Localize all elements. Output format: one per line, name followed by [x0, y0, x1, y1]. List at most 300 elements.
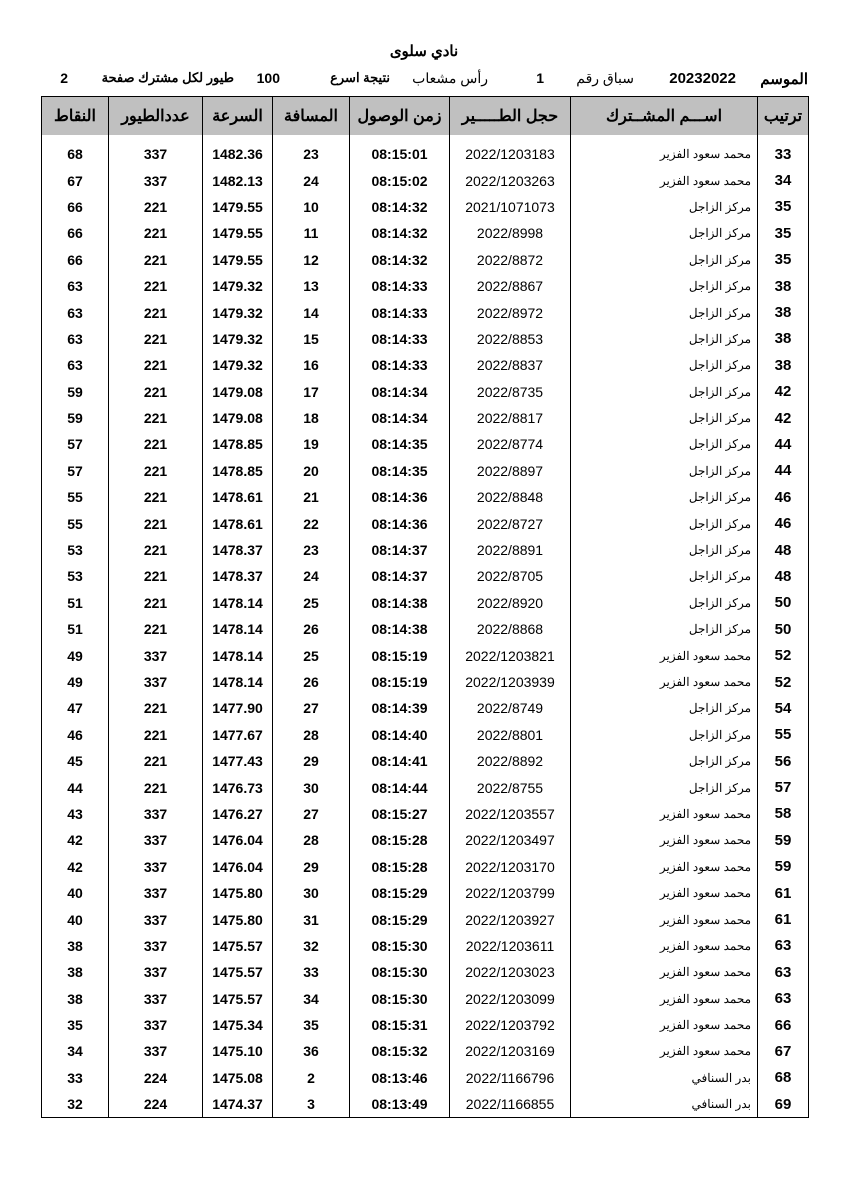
arrival-cell: 08:15:27	[350, 801, 450, 827]
birds-cell: 221	[109, 510, 203, 536]
arrival-cell: 08:13:46	[350, 1065, 450, 1091]
points-cell: 63	[42, 326, 109, 352]
birds-cell: 221	[109, 484, 203, 510]
distance-cell: 18	[273, 405, 350, 431]
speed-cell: 1475.57	[203, 933, 273, 959]
birds-cell: 221	[109, 695, 203, 721]
table-row	[42, 563, 809, 589]
col-header-distance: المسافة	[273, 97, 350, 136]
birds-cell: 221	[109, 590, 203, 616]
rank-cell: 50	[758, 590, 809, 616]
arrival-cell: 08:15:30	[350, 959, 450, 985]
points-cell: 32	[42, 1091, 109, 1118]
table-row	[42, 1091, 809, 1118]
race-label: سباق رقم	[576, 70, 634, 86]
arrival-cell: 08:14:33	[350, 352, 450, 378]
rank-cell: 61	[758, 880, 809, 906]
distance-cell: 11	[273, 220, 350, 246]
arrival-cell: 08:14:32	[350, 247, 450, 273]
points-cell: 45	[42, 748, 109, 774]
table-row	[42, 458, 809, 484]
ring-cell: 2022/1166855	[450, 1091, 571, 1118]
name-cell: مركز الزاجل	[571, 379, 758, 405]
distance-cell: 30	[273, 774, 350, 800]
birds-cell: 221	[109, 273, 203, 299]
arrival-cell: 08:15:02	[350, 167, 450, 193]
speed-cell: 1476.04	[203, 854, 273, 880]
rank-cell: 44	[758, 431, 809, 457]
ring-cell: 2022/8774	[450, 431, 571, 457]
ring-cell: 2022/8872	[450, 247, 571, 273]
ring-cell: 2022/1203170	[450, 854, 571, 880]
speed-cell: 1479.32	[203, 299, 273, 325]
name-cell: محمد سعود الفزير	[571, 1038, 758, 1064]
name-cell: مركز الزاجل	[571, 431, 758, 457]
rank-cell: 46	[758, 484, 809, 510]
arrival-cell: 08:15:29	[350, 880, 450, 906]
arrival-cell: 08:14:32	[350, 220, 450, 246]
rank-cell: 54	[758, 695, 809, 721]
ring-cell: 2022/8801	[450, 722, 571, 748]
birds-cell: 337	[109, 1012, 203, 1038]
distance-cell: 36	[273, 1038, 350, 1064]
distance-cell: 19	[273, 431, 350, 457]
rank-cell: 35	[758, 220, 809, 246]
results-table	[41, 96, 809, 1118]
arrival-cell: 08:14:39	[350, 695, 450, 721]
ring-cell: 2022/8817	[450, 405, 571, 431]
table-row	[42, 299, 809, 325]
birds-cell: 337	[109, 986, 203, 1012]
race-number: 1	[536, 70, 544, 86]
ring-cell: 2022/8853	[450, 326, 571, 352]
points-cell: 55	[42, 510, 109, 536]
points-cell: 55	[42, 484, 109, 510]
birds-cell: 221	[109, 774, 203, 800]
arrival-cell: 08:14:34	[350, 379, 450, 405]
col-header-points: النقاط	[42, 97, 109, 136]
name-cell: مركز الزاجل	[571, 748, 758, 774]
name-cell: مركز الزاجل	[571, 405, 758, 431]
rank-cell: 69	[758, 1091, 809, 1118]
points-cell: 49	[42, 669, 109, 695]
birds-cell: 221	[109, 379, 203, 405]
points-cell: 53	[42, 563, 109, 589]
speed-cell: 1479.32	[203, 273, 273, 299]
ring-cell: 2022/1203799	[450, 880, 571, 906]
distance-cell: 23	[273, 135, 350, 167]
speed-cell: 1478.14	[203, 590, 273, 616]
rank-cell: 38	[758, 299, 809, 325]
rank-cell: 42	[758, 405, 809, 431]
points-cell: 40	[42, 906, 109, 932]
birds-cell: 221	[109, 431, 203, 457]
ring-cell: 2022/1203821	[450, 642, 571, 668]
table-row	[42, 1012, 809, 1038]
speed-cell: 1482.36	[203, 135, 273, 167]
points-cell: 68	[42, 135, 109, 167]
table-row	[42, 986, 809, 1012]
table-row	[42, 642, 809, 668]
arrival-cell: 08:14:36	[350, 510, 450, 536]
name-cell: بدر السنافي	[571, 1065, 758, 1091]
rank-cell: 38	[758, 273, 809, 299]
points-cell: 43	[42, 801, 109, 827]
arrival-cell: 08:14:33	[350, 273, 450, 299]
ring-cell: 2022/8848	[450, 484, 571, 510]
table-row	[42, 827, 809, 853]
rank-cell: 63	[758, 986, 809, 1012]
speed-cell: 1479.55	[203, 247, 273, 273]
ring-cell: 2022/1203939	[450, 669, 571, 695]
name-cell: مركز الزاجل	[571, 247, 758, 273]
distance-cell: 24	[273, 167, 350, 193]
birds-cell: 337	[109, 906, 203, 932]
table-row	[42, 484, 809, 510]
birds-cell: 221	[109, 194, 203, 220]
speed-cell: 1475.08	[203, 1065, 273, 1091]
speed-cell: 1478.61	[203, 484, 273, 510]
rank-cell: 38	[758, 352, 809, 378]
table-row	[42, 669, 809, 695]
points-cell: 34	[42, 1038, 109, 1064]
ring-cell: 2022/1203927	[450, 906, 571, 932]
name-cell: محمد سعود الفزير	[571, 854, 758, 880]
name-cell: مركز الزاجل	[571, 326, 758, 352]
distance-cell: 14	[273, 299, 350, 325]
distance-cell: 12	[273, 247, 350, 273]
name-cell: مركز الزاجل	[571, 774, 758, 800]
distance-cell: 33	[273, 959, 350, 985]
birds-cell: 337	[109, 135, 203, 167]
ring-cell: 2022/8837	[450, 352, 571, 378]
distance-cell: 10	[273, 194, 350, 220]
result-label: نتيجة اسرع	[330, 70, 390, 85]
name-cell: مركز الزاجل	[571, 590, 758, 616]
distance-cell: 26	[273, 669, 350, 695]
rank-cell: 56	[758, 748, 809, 774]
arrival-cell: 08:15:28	[350, 827, 450, 853]
birds-cell: 221	[109, 563, 203, 589]
speed-cell: 1478.14	[203, 669, 273, 695]
table-row	[42, 906, 809, 932]
table-row	[42, 431, 809, 457]
col-header-name: اســـم المشــترك	[571, 97, 758, 136]
name-cell: محمد سعود الفزير	[571, 827, 758, 853]
name-cell: محمد سعود الفزير	[571, 933, 758, 959]
table-row	[42, 194, 809, 220]
name-cell: محمد سعود الفزير	[571, 986, 758, 1012]
ring-cell: 2021/1071073	[450, 194, 571, 220]
points-cell: 42	[42, 827, 109, 853]
col-header-speed: السرعة	[203, 97, 273, 136]
speed-cell: 1475.34	[203, 1012, 273, 1038]
arrival-cell: 08:14:37	[350, 537, 450, 563]
speed-cell: 1479.08	[203, 379, 273, 405]
rank-cell: 33	[758, 135, 809, 167]
ring-cell: 2022/1203263	[450, 167, 571, 193]
arrival-cell: 08:15:01	[350, 135, 450, 167]
distance-cell: 25	[273, 590, 350, 616]
distance-cell: 21	[273, 484, 350, 510]
birds-cell: 221	[109, 299, 203, 325]
birds-cell: 337	[109, 801, 203, 827]
points-cell: 38	[42, 986, 109, 1012]
ring-cell: 2022/1203497	[450, 827, 571, 853]
arrival-cell: 08:14:35	[350, 458, 450, 484]
distance-cell: 31	[273, 906, 350, 932]
arrival-cell: 08:14:33	[350, 299, 450, 325]
birds-cell: 337	[109, 1038, 203, 1064]
ring-cell: 2022/8998	[450, 220, 571, 246]
table-row	[42, 510, 809, 536]
speed-cell: 1478.61	[203, 510, 273, 536]
arrival-cell: 08:14:35	[350, 431, 450, 457]
birds-cell: 221	[109, 748, 203, 774]
rank-cell: 58	[758, 801, 809, 827]
table-row	[42, 748, 809, 774]
birds-count: 100	[256, 70, 280, 86]
distance-cell: 25	[273, 642, 350, 668]
arrival-cell: 08:14:33	[350, 326, 450, 352]
speed-cell: 1478.85	[203, 458, 273, 484]
name-cell: مركز الزاجل	[571, 695, 758, 721]
name-cell: مركز الزاجل	[571, 299, 758, 325]
table-row	[42, 616, 809, 642]
race-info-line	[40, 70, 808, 90]
rank-cell: 59	[758, 854, 809, 880]
birds-note: طيور لكل مشترك صفحة	[101, 70, 234, 85]
arrival-cell: 08:15:19	[350, 669, 450, 695]
points-cell: 66	[42, 247, 109, 273]
birds-cell: 221	[109, 352, 203, 378]
table-row	[42, 722, 809, 748]
ring-cell: 2022/1203023	[450, 959, 571, 985]
distance-cell: 23	[273, 537, 350, 563]
points-cell: 66	[42, 220, 109, 246]
table-row	[42, 167, 809, 193]
ring-cell: 2022/8892	[450, 748, 571, 774]
speed-cell: 1479.08	[203, 405, 273, 431]
distance-cell: 34	[273, 986, 350, 1012]
points-cell: 38	[42, 959, 109, 985]
arrival-cell: 08:15:32	[350, 1038, 450, 1064]
points-cell: 49	[42, 642, 109, 668]
speed-cell: 1476.27	[203, 801, 273, 827]
birds-cell: 221	[109, 537, 203, 563]
name-cell: محمد سعود الفزير	[571, 167, 758, 193]
name-cell: مركز الزاجل	[571, 616, 758, 642]
ring-cell: 2022/8749	[450, 695, 571, 721]
speed-cell: 1476.04	[203, 827, 273, 853]
name-cell: مركز الزاجل	[571, 220, 758, 246]
ring-cell: 2022/1203792	[450, 1012, 571, 1038]
ring-cell: 2022/1203099	[450, 986, 571, 1012]
distance-cell: 15	[273, 326, 350, 352]
table-row	[42, 220, 809, 246]
arrival-cell: 08:13:49	[350, 1091, 450, 1118]
arrival-cell: 08:15:28	[350, 854, 450, 880]
distance-cell: 17	[273, 379, 350, 405]
distance-cell: 27	[273, 695, 350, 721]
rank-cell: 52	[758, 669, 809, 695]
points-cell: 46	[42, 722, 109, 748]
season-value: 20232022	[669, 70, 736, 87]
distance-cell: 13	[273, 273, 350, 299]
rank-cell: 68	[758, 1065, 809, 1091]
ring-cell: 2022/8705	[450, 563, 571, 589]
points-cell: 51	[42, 616, 109, 642]
birds-cell: 221	[109, 405, 203, 431]
distance-cell: 32	[273, 933, 350, 959]
ring-cell: 2022/1166796	[450, 1065, 571, 1091]
ring-cell: 2022/8867	[450, 273, 571, 299]
distance-cell: 29	[273, 748, 350, 774]
distance-cell: 3	[273, 1091, 350, 1118]
birds-cell: 221	[109, 722, 203, 748]
distance-cell: 2	[273, 1065, 350, 1091]
name-cell: محمد سعود الفزير	[571, 669, 758, 695]
points-cell: 47	[42, 695, 109, 721]
table-row	[42, 379, 809, 405]
birds-cell: 337	[109, 880, 203, 906]
points-cell: 57	[42, 431, 109, 457]
speed-cell: 1478.14	[203, 642, 273, 668]
ring-cell: 2022/8891	[450, 537, 571, 563]
distance-cell: 16	[273, 352, 350, 378]
arrival-cell: 08:15:30	[350, 933, 450, 959]
distance-cell: 28	[273, 827, 350, 853]
birds-cell: 221	[109, 247, 203, 273]
table-row	[42, 933, 809, 959]
rank-cell: 59	[758, 827, 809, 853]
points-cell: 67	[42, 167, 109, 193]
table-row	[42, 273, 809, 299]
table-row	[42, 405, 809, 431]
table-row	[42, 854, 809, 880]
speed-cell: 1475.80	[203, 906, 273, 932]
ring-cell: 2022/8868	[450, 616, 571, 642]
col-header-ring: حجل الطـــــير	[450, 97, 571, 136]
birds-cell: 221	[109, 458, 203, 484]
ring-cell: 2022/1203611	[450, 933, 571, 959]
birds-cell: 337	[109, 827, 203, 853]
rank-cell: 48	[758, 537, 809, 563]
rank-cell: 35	[758, 194, 809, 220]
name-cell: مركز الزاجل	[571, 194, 758, 220]
ring-cell: 2022/1203169	[450, 1038, 571, 1064]
name-cell: مركز الزاجل	[571, 510, 758, 536]
arrival-cell: 08:14:38	[350, 590, 450, 616]
birds-cell: 221	[109, 616, 203, 642]
points-cell: 44	[42, 774, 109, 800]
table-row	[42, 801, 809, 827]
speed-cell: 1479.55	[203, 194, 273, 220]
rank-cell: 61	[758, 906, 809, 932]
col-header-birds: عددالطيور	[109, 97, 203, 136]
rank-cell: 46	[758, 510, 809, 536]
speed-cell: 1477.90	[203, 695, 273, 721]
name-cell: مركز الزاجل	[571, 563, 758, 589]
rank-cell: 67	[758, 1038, 809, 1064]
rank-cell: 38	[758, 326, 809, 352]
rank-cell: 55	[758, 722, 809, 748]
table-row	[42, 880, 809, 906]
arrival-cell: 08:15:30	[350, 986, 450, 1012]
points-cell: 63	[42, 273, 109, 299]
birds-cell: 337	[109, 167, 203, 193]
birds-cell: 224	[109, 1091, 203, 1118]
speed-cell: 1475.57	[203, 959, 273, 985]
ring-cell: 2022/8972	[450, 299, 571, 325]
table-row	[42, 695, 809, 721]
birds-cell: 224	[109, 1065, 203, 1091]
distance-cell: 24	[273, 563, 350, 589]
points-cell: 63	[42, 299, 109, 325]
name-cell: مركز الزاجل	[571, 484, 758, 510]
arrival-cell: 08:14:37	[350, 563, 450, 589]
points-cell: 33	[42, 1065, 109, 1091]
name-cell: محمد سعود الفزير	[571, 135, 758, 167]
rank-cell: 52	[758, 642, 809, 668]
speed-cell: 1477.43	[203, 748, 273, 774]
ring-cell: 2022/1203557	[450, 801, 571, 827]
arrival-cell: 08:14:44	[350, 774, 450, 800]
distance-cell: 28	[273, 722, 350, 748]
birds-cell: 337	[109, 959, 203, 985]
name-cell: مركز الزاجل	[571, 273, 758, 299]
points-cell: 59	[42, 379, 109, 405]
ring-cell: 2022/8755	[450, 774, 571, 800]
arrival-cell: 08:14:40	[350, 722, 450, 748]
name-cell: مركز الزاجل	[571, 537, 758, 563]
distance-cell: 26	[273, 616, 350, 642]
points-cell: 53	[42, 537, 109, 563]
table-row	[42, 247, 809, 273]
rank-cell: 34	[758, 167, 809, 193]
distance-cell: 30	[273, 880, 350, 906]
rank-cell: 50	[758, 616, 809, 642]
name-cell: بدر السنافي	[571, 1091, 758, 1118]
distance-cell: 29	[273, 854, 350, 880]
speed-cell: 1478.85	[203, 431, 273, 457]
birds-cell: 221	[109, 220, 203, 246]
speed-cell: 1474.37	[203, 1091, 273, 1118]
table-row	[42, 1038, 809, 1064]
speed-cell: 1476.73	[203, 774, 273, 800]
ring-cell: 2022/8727	[450, 510, 571, 536]
results-body	[42, 135, 809, 1118]
points-cell: 66	[42, 194, 109, 220]
speed-cell: 1475.57	[203, 986, 273, 1012]
speed-cell: 1479.32	[203, 326, 273, 352]
rank-cell: 63	[758, 959, 809, 985]
arrival-cell: 08:15:29	[350, 906, 450, 932]
table-row	[42, 135, 809, 167]
rank-cell: 44	[758, 458, 809, 484]
points-cell: 63	[42, 352, 109, 378]
points-cell: 57	[42, 458, 109, 484]
arrival-cell: 08:15:19	[350, 642, 450, 668]
name-cell: مركز الزاجل	[571, 722, 758, 748]
distance-cell: 22	[273, 510, 350, 536]
points-cell: 51	[42, 590, 109, 616]
birds-cell: 337	[109, 669, 203, 695]
arrival-cell: 08:14:41	[350, 748, 450, 774]
birds-cell: 337	[109, 854, 203, 880]
rank-cell: 42	[758, 379, 809, 405]
name-cell: محمد سعود الفزير	[571, 1012, 758, 1038]
